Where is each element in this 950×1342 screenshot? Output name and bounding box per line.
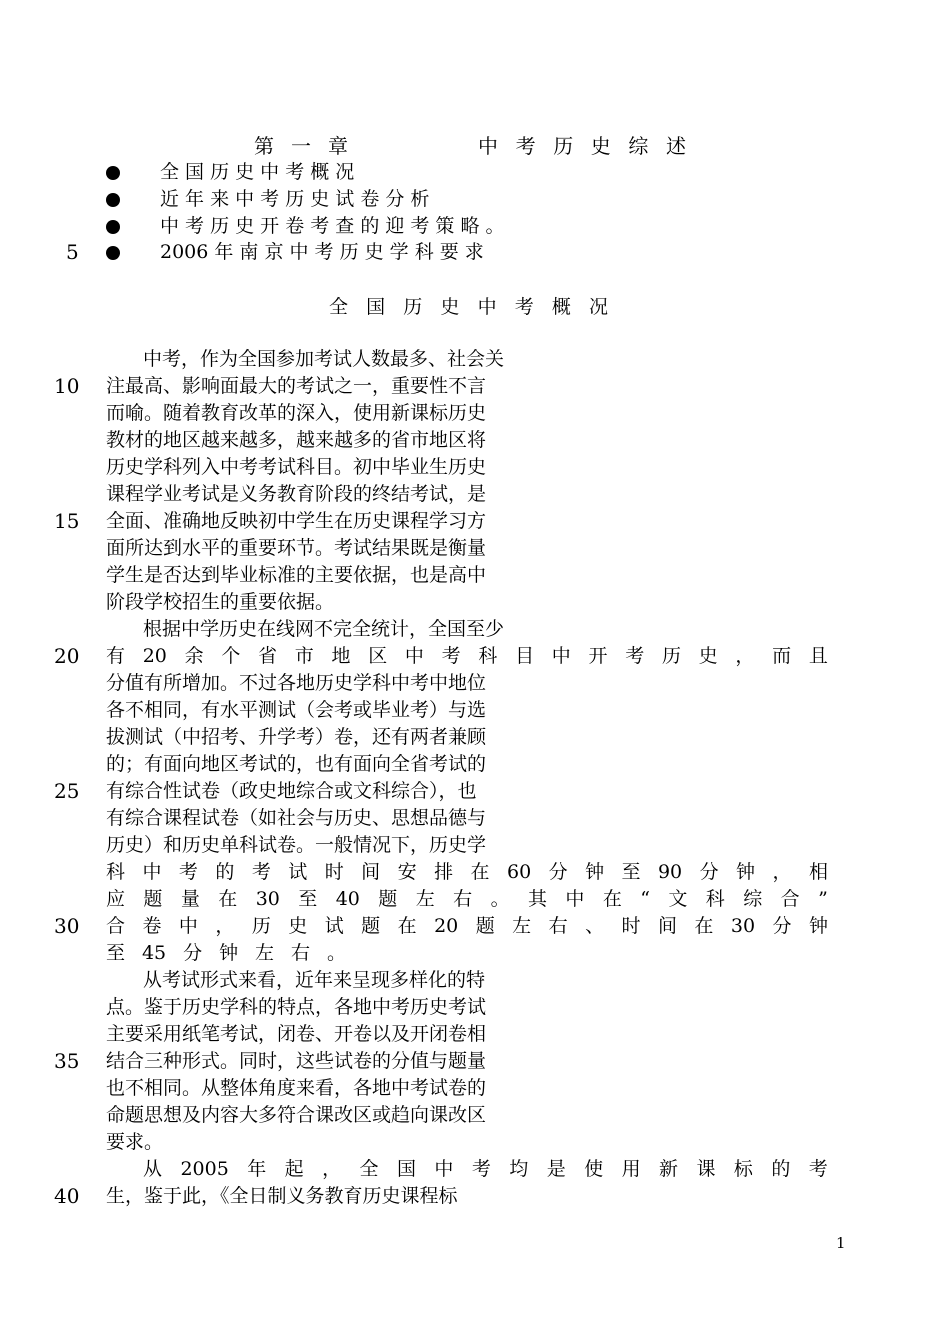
- outline-item-text: 近 年 来 中 考 历 史 试 卷 分 析: [160, 188, 430, 210]
- text-line: 至 45 分 钟 左 右 。: [106, 942, 346, 964]
- text-line: 拔测试（中招考、升学考）卷，还有两者兼顾: [106, 726, 487, 748]
- line-number: 15: [54, 509, 80, 533]
- text-line: 科 中 考 的 考 试 时 间 安 排 在 60 分 钟 至 90 分 钟 ， 相: [106, 861, 828, 883]
- text-line: 教材的地区越来越多，越来越多的省市地区将: [106, 429, 487, 451]
- text-line: 应 题 量 在 30 至 40 题 左 右 。 其 中 在 “ 文 科 综 合 ”: [106, 888, 828, 910]
- outline-item-text: 2006 年 南 京 中 考 历 史 学 科 要 求: [160, 241, 484, 263]
- text-line: 各不相同，有水平测试（会考或毕业考）与选: [106, 699, 487, 721]
- bullet-icon: [106, 193, 120, 207]
- line-number: 10: [54, 374, 80, 398]
- line-number: 20: [54, 644, 80, 668]
- outline-item-text: 中 考 历 史 开 卷 考 查 的 迎 考 策 略 。: [160, 215, 505, 237]
- outline-item-text: 全 国 历 史 中 考 概 况: [160, 161, 355, 183]
- text-line: 根据中学历史在线网不完全统计，全国至少: [143, 618, 505, 640]
- text-line: 阶段学校招生的重要依据。: [106, 591, 335, 613]
- text-line: 合 卷 中 ， 历 史 试 题 在 20 题 左 右 、 时 间 在 30 分 钟: [106, 915, 828, 937]
- chapter-label: 第 一 章: [254, 134, 348, 158]
- text-line: 分值有所增加。不过各地历史学科中考中地位: [106, 672, 487, 694]
- text-line: 有综合课程试卷（如社会与历史、思想品德与: [106, 807, 487, 829]
- bullet-icon: [106, 246, 120, 260]
- text-line: 主要采用纸笔考试，闭卷、开卷以及开闭卷相: [106, 1023, 487, 1045]
- text-line: 也不相同。从整体角度来看，各地中考试卷的: [106, 1077, 487, 1099]
- text-line: 注最高、影响面最大的考试之一，重要性不言: [106, 375, 487, 397]
- text-line: 的；有面向地区考试的，也有面向全省考试的: [106, 753, 487, 775]
- text-line: 全面、准确地反映初中学生在历史课程学习方: [106, 510, 487, 532]
- page-number: 1: [836, 1234, 846, 1252]
- text-line: 结合三种形式。同时，这些试卷的分值与题量: [106, 1050, 487, 1072]
- text-line: 从 2005 年 起 ， 全 国 中 考 均 是 使 用 新 课 标 的 考: [143, 1158, 828, 1180]
- bullet-icon: [106, 220, 120, 234]
- text-line: 历史）和历史单科试卷。一般情况下，历史学: [106, 834, 487, 856]
- bullet-icon: [106, 166, 120, 180]
- text-line: 面所达到水平的重要环节。考试结果既是衡量: [106, 537, 487, 559]
- text-line: 生，鉴于此，《全日制义务教育历史课程标: [106, 1185, 458, 1207]
- line-number: 35: [54, 1049, 80, 1073]
- line-number: 40: [54, 1184, 80, 1208]
- text-line: 课程学业考试是义务教育阶段的终结考试，是: [106, 483, 487, 505]
- line-number: 25: [54, 779, 80, 803]
- text-line: 学生是否达到毕业标准的主要依据，也是高中: [106, 564, 487, 586]
- text-line: 点。鉴于历史学科的特点，各地中考历史考试: [106, 996, 487, 1018]
- section-title: 全 国 历 史 中 考 概 况: [329, 296, 608, 318]
- line-number: 5: [66, 240, 79, 264]
- chapter-title: 中 考 历 史 综 述: [478, 134, 686, 158]
- text-line: 有综合性试卷（政史地综合或文科综合），也: [106, 780, 477, 802]
- text-line: 历史学科列入中考考试科目。初中毕业生历史: [106, 456, 487, 478]
- text-line: 命题思想及内容大多符合课改区或趋向课改区: [106, 1104, 487, 1126]
- text-line: 有 20 余 个 省 市 地 区 中 考 科 目 中 开 考 历 史 ， 而 且: [106, 645, 828, 667]
- text-line: 从考试形式来看，近年来呈现多样化的特: [143, 969, 486, 991]
- line-number: 30: [54, 914, 80, 938]
- text-line: 而喻。随着教育改革的深入，使用新课标历史: [106, 402, 487, 424]
- text-line: 中考，作为全国参加考试人数最多、社会关: [143, 348, 505, 370]
- text-line: 要求。: [106, 1131, 164, 1153]
